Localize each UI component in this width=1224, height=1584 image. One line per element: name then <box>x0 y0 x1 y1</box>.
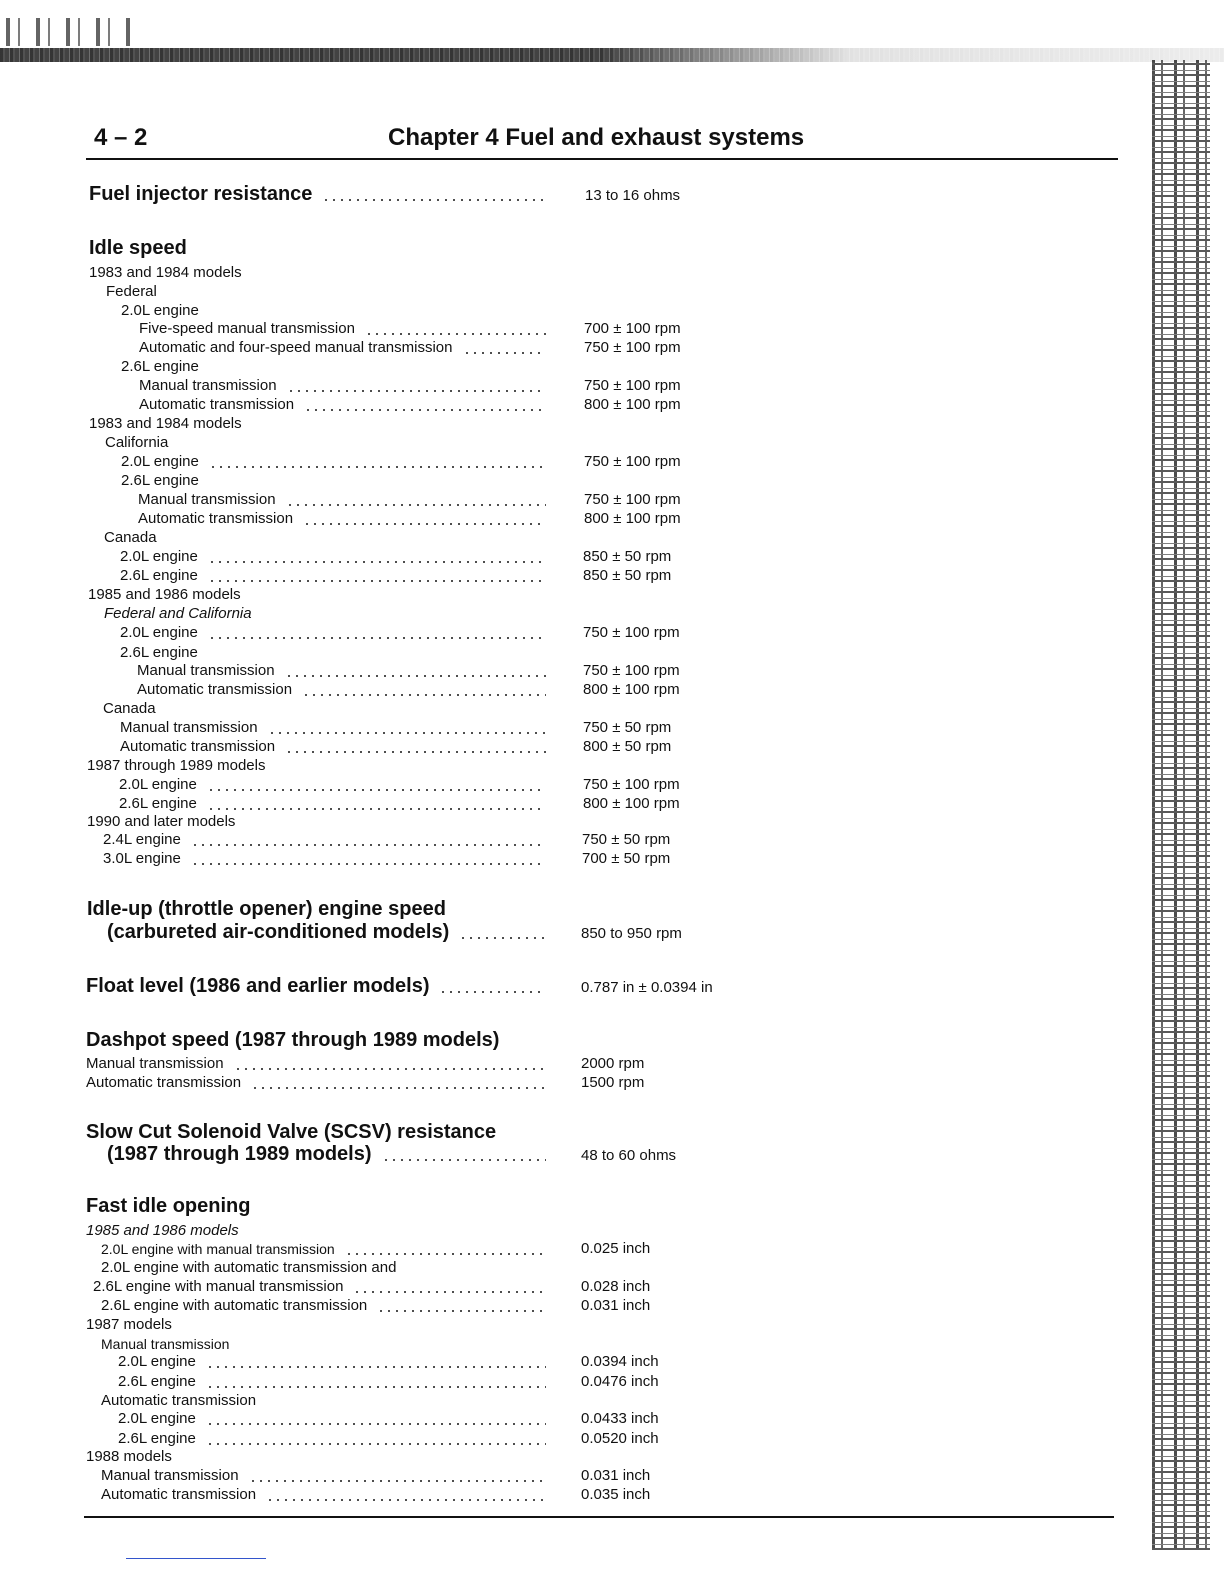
spec-label: Float level (1986 and earlier models) <box>86 975 430 997</box>
spec-label: 3.0L engine <box>103 850 181 867</box>
spec-value: 0.035 inch <box>581 1486 651 1503</box>
group-label: 1983 and 1984 models <box>89 415 242 432</box>
group-label: 1985 and 1986 models <box>88 586 241 603</box>
spec-row <box>0 1373 659 1397</box>
spec-value: 800 ± 100 rpm <box>583 681 680 698</box>
spec-row <box>0 339 681 363</box>
spec-label: Manual transmission <box>138 491 276 508</box>
spec-label: 2.0L engine with manual transmission <box>101 1241 335 1257</box>
spec-label: 2.0L engine <box>118 1410 196 1427</box>
spec-label: Manual transmission <box>137 662 275 679</box>
spec-value: 1500 rpm <box>581 1074 645 1091</box>
scan-artifact-fade <box>600 48 1224 62</box>
spec-label: Automatic and four-speed manual transmission <box>139 339 453 356</box>
spec-label: 2.0L engine <box>120 548 198 565</box>
spec-value: 700 ± 50 rpm <box>582 850 671 867</box>
spec-label: Manual transmission <box>120 719 258 736</box>
spec-label: (carbureted air-conditioned models) <box>107 921 450 943</box>
group-label: 2.0L engine with automatic transmission and <box>101 1259 397 1276</box>
spec-label: 2.6L engine with automatic transmission <box>101 1297 368 1314</box>
spec-label: 2.6L engine <box>118 1430 196 1447</box>
spec-value: 0.028 inch <box>581 1278 651 1295</box>
footer-line <box>126 1558 266 1559</box>
spec-value: 0.031 inch <box>581 1467 651 1484</box>
spec-value: 800 ± 100 rpm <box>584 510 681 527</box>
spec-row-idle-up <box>0 920 682 944</box>
group-label: California <box>105 434 169 451</box>
spec-row <box>0 624 680 648</box>
spec-value: 800 ± 100 rpm <box>583 795 680 812</box>
spec-label: 2.6L engine with manual transmission <box>93 1278 344 1295</box>
scan-artifact-top <box>6 18 136 46</box>
section-title-idle-up: Idle-up (throttle opener) engine speed <box>87 898 446 920</box>
spec-label: Manual transmission <box>101 1467 239 1484</box>
spec-value: 0.0476 inch <box>581 1373 659 1390</box>
spec-value: 750 ± 50 rpm <box>583 719 672 736</box>
spec-value: 2000 rpm <box>581 1055 645 1072</box>
spec-label: Manual transmission <box>86 1055 224 1072</box>
group-label: 2.6L engine <box>121 472 199 489</box>
spec-row <box>0 510 681 534</box>
page-number: 4 – 2 <box>94 124 148 151</box>
spec-label: Automatic transmission <box>86 1074 242 1091</box>
spec-row <box>0 396 681 420</box>
scan-artifact-right-edge <box>1152 60 1210 1550</box>
group-label: 1983 and 1984 models <box>89 264 242 281</box>
spec-value: 750 ± 100 rpm <box>583 662 680 679</box>
spec-label: 2.6L engine <box>120 567 198 584</box>
spec-value: 0.025 inch <box>581 1240 651 1257</box>
spec-value: 750 ± 100 rpm <box>583 624 680 641</box>
spec-value: 800 ± 50 rpm <box>583 738 672 755</box>
spec-value: 750 ± 100 rpm <box>584 339 681 356</box>
group-label: Federal <box>106 283 157 300</box>
group-label: 2.6L engine <box>121 358 199 375</box>
group-label: 1985 and 1986 models <box>86 1222 239 1239</box>
group-label: 2.6L engine <box>120 644 198 661</box>
spec-label: Five-speed manual transmission <box>139 320 355 337</box>
spec-value: 0.0433 inch <box>581 1410 659 1427</box>
group-label: Automatic transmission <box>101 1392 257 1409</box>
spec-value: 700 ± 100 rpm <box>584 320 681 337</box>
group-label: 1988 models <box>86 1448 172 1465</box>
spec-value: 48 to 60 ohms <box>581 1147 677 1164</box>
group-label: 2.0L engine <box>121 302 199 319</box>
spec-value: 850 ± 50 rpm <box>583 567 672 584</box>
spec-row <box>0 1486 651 1510</box>
spec-value: 750 ± 50 rpm <box>582 831 671 848</box>
group-label: Canada <box>103 700 156 717</box>
spec-label: Manual transmission <box>139 377 277 394</box>
group-label: 1987 through 1989 models <box>87 757 266 774</box>
spec-value: 750 ± 100 rpm <box>584 453 681 470</box>
bottom-rule <box>84 1516 1114 1518</box>
spec-label: Fuel injector resistance <box>89 183 313 205</box>
spec-row <box>0 681 680 705</box>
spec-label: Automatic transmission <box>139 396 295 413</box>
spec-row <box>0 738 672 762</box>
spec-label: 2.6L engine <box>119 795 197 812</box>
page-header <box>86 120 1118 160</box>
spec-label: 2.6L engine <box>118 1373 196 1390</box>
spec-row-fuel-injector <box>0 182 681 206</box>
spec-label: Automatic transmission <box>120 738 276 755</box>
spec-value: 800 ± 100 rpm <box>584 396 681 413</box>
spec-value: 750 ± 100 rpm <box>583 776 680 793</box>
spec-label: (1987 through 1989 models) <box>107 1143 372 1165</box>
spec-value: 750 ± 100 rpm <box>584 377 681 394</box>
chapter-title: Chapter 4 Fuel and exhaust systems <box>388 124 805 151</box>
spec-row-scsv <box>0 1142 677 1166</box>
spec-row <box>0 1430 659 1454</box>
spec-row <box>0 453 681 477</box>
spec-label: 2.0L engine <box>119 776 197 793</box>
spec-label: 2.0L engine <box>120 624 198 641</box>
group-label: Canada <box>104 529 157 546</box>
spec-label: Automatic transmission <box>101 1486 257 1503</box>
spec-value: 750 ± 100 rpm <box>584 491 681 508</box>
section-title-scsv: Slow Cut Solenoid Valve (SCSV) resistance <box>86 1121 497 1143</box>
spec-row-float-level <box>0 974 713 998</box>
spec-label: Automatic transmission <box>137 681 293 698</box>
section-title-idle-speed: Idle speed <box>89 237 187 259</box>
spec-row <box>0 850 671 874</box>
spec-value: 13 to 16 ohms <box>585 187 681 204</box>
spec-label: 2.0L engine <box>118 1353 196 1370</box>
spec-label: 2.0L engine <box>121 453 199 470</box>
group-label: 1987 models <box>86 1316 172 1333</box>
spec-row <box>0 795 680 819</box>
spec-row <box>0 1297 651 1321</box>
spec-row <box>0 1074 645 1098</box>
group-label: 1990 and later models <box>87 813 236 830</box>
spec-value: 0.031 inch <box>581 1297 651 1314</box>
spec-value: 850 ± 50 rpm <box>583 548 672 565</box>
section-title-dashpot: Dashpot speed (1987 through 1989 models) <box>86 1029 500 1051</box>
spec-value: 0.787 in ± 0.0394 in <box>581 979 713 996</box>
spec-row <box>0 567 672 591</box>
spec-value: 0.0394 inch <box>581 1353 659 1370</box>
group-label: Manual transmission <box>101 1336 230 1352</box>
spec-label: Automatic transmission <box>138 510 294 527</box>
spec-value: 0.0520 inch <box>581 1430 659 1447</box>
group-label: Federal and California <box>104 605 252 622</box>
spec-label: 2.4L engine <box>103 831 181 848</box>
spec-value: 850 to 950 rpm <box>581 925 682 942</box>
section-title-fast-idle: Fast idle opening <box>86 1195 251 1217</box>
